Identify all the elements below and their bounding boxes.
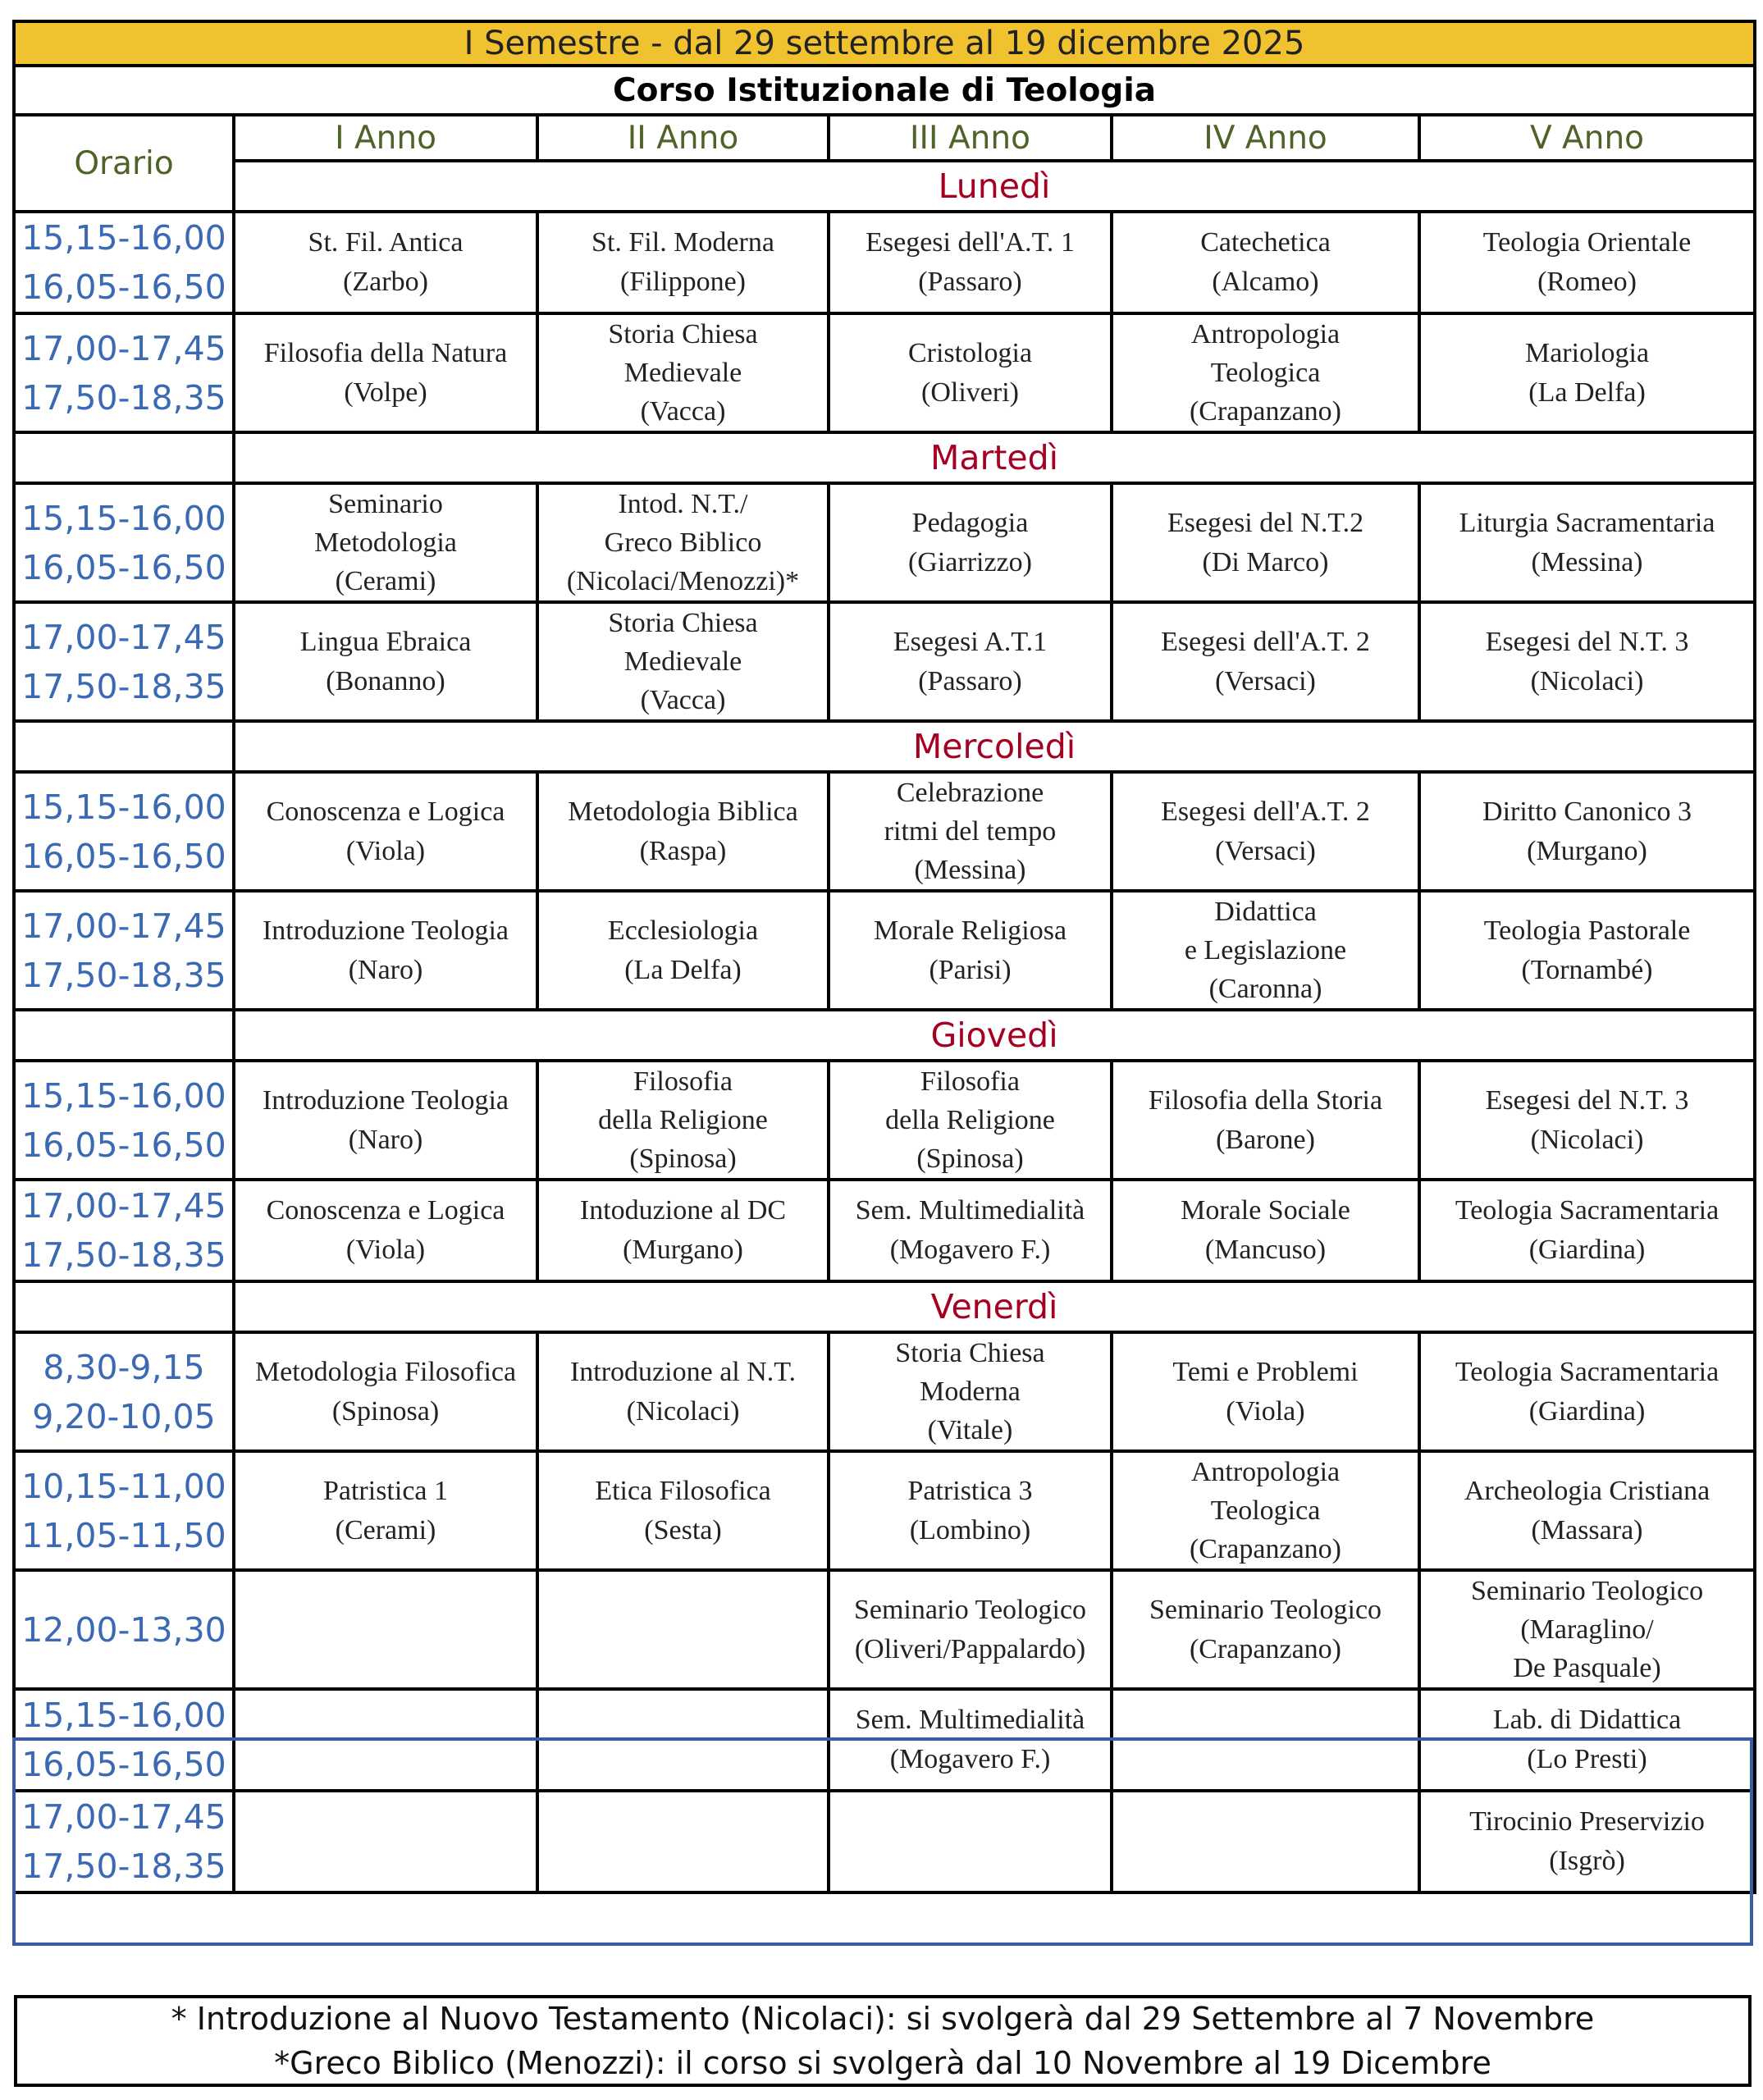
course-cell — [1419, 1791, 1755, 1892]
teacher-name: (Nicolaci) — [626, 1395, 740, 1427]
time-slot-row — [14, 1791, 1755, 1892]
time-label: 12,00-13,30 — [21, 1609, 226, 1650]
course-name-line: Didattica — [1214, 897, 1317, 927]
teacher-name: (Giardina) — [1528, 1395, 1646, 1427]
course-cell — [1112, 1061, 1419, 1180]
course-name-line: Pedagogia — [911, 507, 1029, 538]
time-label: 17,50-18,35 — [21, 377, 226, 418]
teacher-name: (Giardina) — [1528, 1235, 1646, 1265]
time-label: 16,05-16,50 — [21, 836, 226, 876]
time-label: 17,00-17,45 — [21, 1186, 226, 1226]
course-name-line: Filosofia della Natura — [263, 337, 508, 368]
time-label: 17,00-17,45 — [21, 328, 226, 368]
course-name-line: Conoscenza e Logica — [266, 1195, 505, 1226]
course-cell — [1419, 313, 1755, 432]
course-name-line: della Religione — [885, 1105, 1055, 1135]
footnote-line: * Introduzione al Nuovo Testamento (Nicolaci): si svolgerà dal 29 Settembre al 7 Novembre — [171, 2001, 1595, 2037]
course-name-line: Celebrazione — [896, 778, 1044, 808]
course-cell — [1419, 891, 1755, 1010]
course-name-line: Patristica 1 — [322, 1475, 449, 1506]
course-cell — [1112, 1791, 1419, 1892]
course-cell — [234, 772, 537, 891]
course-cell — [537, 212, 829, 313]
day-row-spacer — [14, 721, 234, 772]
course-cell — [1112, 772, 1419, 891]
teacher-name: (Volpe) — [344, 377, 427, 408]
course-cell — [537, 602, 829, 721]
course-cell — [1419, 483, 1755, 602]
course-name-line: Introduzione al N.T. — [569, 1356, 797, 1387]
time-label: 17,50-18,35 — [21, 955, 226, 995]
course-cell — [1112, 1570, 1419, 1689]
time-slot-row — [14, 1451, 1755, 1570]
course-name-line: Seminario Teologico — [1470, 1576, 1704, 1606]
course-cell — [1419, 772, 1755, 891]
teacher-name: (Filippone) — [620, 267, 746, 297]
teacher-name: (Sesta) — [644, 1514, 722, 1545]
course-name-line: ritmi del tempo — [884, 816, 1057, 847]
course-name-line: Diritto Canonico 3 — [1482, 796, 1692, 827]
teacher-name: (Versaci) — [1215, 665, 1316, 696]
time-range — [14, 602, 234, 721]
course-cell — [537, 1332, 829, 1451]
course-cell — [1112, 483, 1419, 602]
orario-header: Orario — [14, 115, 234, 212]
teacher-name: (Passaro) — [918, 665, 1022, 696]
day-name: Lunedì — [234, 161, 1755, 212]
course-cell — [1419, 1451, 1755, 1570]
course-name-line: Storia Chiesa — [895, 1338, 1045, 1368]
course-name-line: Seminario — [328, 489, 443, 519]
time-range — [14, 772, 234, 891]
course-cell — [234, 602, 537, 721]
course-name-line: Seminario Teologico — [1149, 1594, 1382, 1625]
course-name-line: Archeologia Cristiana — [1464, 1475, 1710, 1506]
course-name-line: St. Fil. Antica — [308, 227, 464, 258]
course-cell — [829, 1180, 1112, 1281]
teacher-name: (Nicolaci) — [1530, 1124, 1644, 1155]
course-name-line: Ecclesiologia — [607, 915, 759, 946]
course-name-line: Tirocinio Preservizio — [1469, 1806, 1705, 1837]
year-header: II Anno — [537, 115, 829, 161]
course-name-line: Metodologia Filosofica — [254, 1356, 517, 1387]
teacher-name: (La Delfa) — [624, 954, 742, 985]
course-cell — [829, 891, 1112, 1010]
course-name-line: Teologia Orientale — [1482, 227, 1692, 258]
teacher-name: (Viola) — [1226, 1395, 1305, 1427]
course-name-line: Intoduzione al DC — [579, 1195, 787, 1226]
course-name-line: Introduzione Teologia — [262, 915, 509, 946]
time-label: 17,00-17,45 — [21, 617, 226, 657]
time-label: 17,00-17,45 — [21, 906, 226, 946]
course-cell — [234, 1332, 537, 1451]
teacher-name: (Giarrizzo) — [907, 546, 1032, 578]
course-name-line: Esegesi del N.T. 3 — [1485, 1084, 1689, 1116]
teacher-name: (Versaci) — [1215, 835, 1316, 866]
course-cell — [537, 891, 829, 1010]
teacher-name: (Vitale) — [927, 1415, 1013, 1445]
course-cell — [537, 483, 829, 602]
course-name-line: Seminario Teologico — [853, 1594, 1087, 1625]
course-cell — [1419, 212, 1755, 313]
course-cell — [234, 212, 537, 313]
course-cell — [234, 1180, 537, 1281]
course-name-line: St. Fil. Moderna — [591, 227, 774, 258]
teacher-name: (Murgano) — [1527, 835, 1647, 866]
course-cell — [234, 1791, 537, 1892]
course-name-line: Catechetica — [1200, 227, 1331, 258]
course-name-line: Cristologia — [907, 337, 1033, 368]
course-cell — [234, 1061, 537, 1180]
course-cell — [234, 313, 537, 432]
time-label: 16,05-16,50 — [21, 267, 226, 307]
time-label: 15,15-16,00 — [21, 498, 226, 538]
course-name-line: Filosofia — [920, 1066, 1020, 1097]
time-slot-row — [14, 891, 1755, 1010]
course-cell — [1112, 891, 1419, 1010]
course-cell — [537, 1451, 829, 1570]
footnote-line: *Greco Biblico (Menozzi): il corso si svolgerà dal 10 Novembre al 19 Dicembre — [274, 2045, 1491, 2081]
time-slot-row — [14, 602, 1755, 721]
course-cell — [1112, 602, 1419, 721]
course-cell — [234, 1570, 537, 1689]
time-range — [14, 212, 234, 313]
time-range — [14, 1332, 234, 1451]
course-cell — [234, 1689, 537, 1791]
course-name-line: Antropologia — [1190, 319, 1341, 349]
course-name-line: Esegesi A.T.1 — [893, 626, 1048, 657]
teacher-name: (Crapanzano) — [1189, 396, 1341, 427]
time-range — [14, 1180, 234, 1281]
year-header: I Anno — [234, 115, 537, 161]
teacher-name: (Mogavero F.) — [889, 1235, 1051, 1265]
course-name-line: Morale Religiosa — [873, 915, 1067, 946]
time-label: 17,50-18,35 — [21, 666, 226, 706]
teacher-name: (Alcamo) — [1212, 267, 1319, 297]
course-name-line: Sem. Multimedialità — [855, 1195, 1085, 1226]
day-row-spacer — [14, 1281, 234, 1332]
time-label: 16,05-16,50 — [21, 1745, 226, 1784]
course-name-line: Lingua Ebraica — [299, 626, 472, 657]
teacher-name: (Vacca) — [640, 685, 726, 715]
year-header: III Anno — [829, 115, 1112, 161]
time-label: 8,30-9,15 — [43, 1347, 205, 1387]
year-header: V Anno — [1419, 115, 1755, 161]
course-name-line: Conoscenza e Logica — [266, 796, 505, 827]
course-name-line: Temi e Problemi — [1172, 1356, 1359, 1387]
course-name-line: Sem. Multimedialità — [855, 1705, 1085, 1735]
course-cell — [1419, 1061, 1755, 1180]
course-cell — [1112, 1451, 1419, 1570]
teacher-name: (Barone) — [1216, 1124, 1315, 1155]
footnote-box — [14, 1995, 1752, 2087]
time-slot-row — [14, 1689, 1755, 1791]
course-cell — [829, 1570, 1112, 1689]
course-name-line: Storia Chiesa — [608, 319, 758, 349]
time-label: 16,05-16,50 — [21, 1125, 226, 1165]
teacher-name: (Messina) — [1531, 546, 1643, 578]
course-name-line: Teologia Sacramentaria — [1455, 1356, 1720, 1387]
course-name-line: Moderna — [920, 1376, 1021, 1407]
course-name-line: Introduzione Teologia — [262, 1084, 509, 1116]
teacher-name: (Murgano) — [623, 1235, 743, 1265]
time-slot-row — [14, 772, 1755, 891]
time-slot-row — [14, 1180, 1755, 1281]
course-cell — [1419, 1332, 1755, 1451]
teacher-name: (Oliveri/Pappalardo) — [854, 1633, 1086, 1664]
teacher-name: (Oliveri) — [921, 377, 1019, 408]
time-range — [14, 483, 234, 602]
course-name-line: Lab. di Didattica — [1492, 1705, 1682, 1735]
time-label: 10,15-11,00 — [21, 1466, 226, 1506]
day-row — [14, 161, 1755, 212]
course-cell — [829, 1451, 1112, 1570]
time-label: 17,50-18,35 — [21, 1235, 226, 1275]
teacher-name: (Zarbo) — [343, 267, 428, 297]
day-name: Mercoledì — [234, 721, 1755, 772]
day-row — [14, 432, 1755, 483]
course-cell — [829, 1332, 1112, 1451]
day-name: Venerdì — [234, 1281, 1755, 1332]
teacher-name: (Lombino) — [909, 1514, 1031, 1545]
course-cell — [537, 1791, 829, 1892]
course-cell — [1112, 1689, 1419, 1791]
course-title: Corso Istituzionale di Teologia — [14, 66, 1755, 115]
course-cell — [1112, 313, 1419, 432]
course-name-line: Patristica 3 — [907, 1475, 1033, 1506]
course-cell — [537, 1061, 829, 1180]
teacher-name: (Messina) — [914, 855, 1026, 885]
teacher-name: (Viola) — [345, 1235, 426, 1265]
course-cell — [537, 772, 829, 891]
time-label: 15,15-16,00 — [21, 787, 226, 827]
time-range — [14, 1451, 234, 1570]
course-name-line: Liturgia Sacramentaria — [1459, 507, 1715, 538]
course-cell — [829, 772, 1112, 891]
course-name-line: Filosofia — [633, 1066, 733, 1097]
teacher-name: (Naro) — [348, 954, 423, 985]
time-slot-row — [14, 313, 1755, 432]
day-row — [14, 1010, 1755, 1061]
course-name-line: Metodologia Biblica — [568, 796, 798, 827]
time-label: 11,05-11,50 — [21, 1515, 226, 1555]
teacher-name: (Cerami) — [335, 566, 436, 596]
day-row — [14, 1281, 1755, 1332]
course-name-line: Filosofia della Storia — [1148, 1084, 1383, 1116]
course-name-line: Teologia Pastorale — [1483, 915, 1691, 946]
teacher-name: (Naro) — [348, 1124, 423, 1155]
course-cell — [537, 1570, 829, 1689]
course-name-line: Medievale — [623, 646, 742, 677]
teacher-name: (Cerami) — [335, 1514, 436, 1545]
course-name-line: Esegesi dell'A.T. 2 — [1161, 796, 1370, 827]
day-name: Giovedì — [234, 1010, 1755, 1061]
course-name-line: Teologica — [1210, 1495, 1321, 1526]
time-label: 15,15-16,00 — [21, 1696, 226, 1735]
course-cell — [537, 1180, 829, 1281]
course-cell — [537, 313, 829, 432]
course-cell — [234, 483, 537, 602]
course-cell — [829, 1061, 1112, 1180]
time-label: 15,15-16,00 — [21, 218, 226, 258]
day-row — [14, 721, 1755, 772]
course-name-line: Mariologia — [1524, 337, 1650, 368]
time-label: 16,05-16,50 — [21, 547, 226, 587]
course-cell — [1112, 212, 1419, 313]
course-cell — [1419, 1180, 1755, 1281]
course-name-line: Esegesi dell'A.T. 2 — [1161, 626, 1370, 657]
course-cell — [829, 602, 1112, 721]
time-slot-row — [14, 1332, 1755, 1451]
course-name-line: Esegesi dell'A.T. 1 — [866, 227, 1075, 258]
course-name-line: Esegesi del N.T. 3 — [1485, 626, 1689, 657]
teacher-name: (Passaro) — [918, 267, 1022, 297]
course-name-line: Esegesi del N.T.2 — [1167, 507, 1364, 538]
course-cell — [234, 891, 537, 1010]
course-cell — [1419, 1570, 1755, 1689]
course-name-line: (Maraglino/ — [1520, 1614, 1654, 1645]
schedule-table — [12, 20, 1756, 1894]
time-slot-row — [14, 1570, 1755, 1689]
teacher-name: (Mancuso) — [1204, 1235, 1327, 1265]
course-cell — [829, 483, 1112, 602]
time-range — [14, 1570, 234, 1689]
teacher-name: (Nicolaci/Menozzi)* — [566, 566, 800, 596]
semester-title: I Semestre - dal 29 settembre al 19 dicembre 2025 — [14, 21, 1755, 66]
course-name-line: Morale Sociale — [1181, 1195, 1350, 1226]
course-name-line: e Legislazione — [1184, 935, 1347, 966]
teacher-name: (Raspa) — [639, 835, 727, 866]
time-slot-row — [14, 212, 1755, 313]
teacher-name: (Lo Presti) — [1527, 1744, 1647, 1774]
course-name-line: Medievale — [623, 358, 742, 388]
course-name-line: Teologica — [1210, 358, 1321, 388]
day-row-spacer — [14, 432, 234, 483]
course-name-line: Greco Biblico — [604, 527, 762, 558]
time-label: 15,15-16,00 — [21, 1075, 226, 1116]
time-range — [14, 891, 234, 1010]
time-range — [14, 1689, 234, 1791]
teacher-name: (Spinosa) — [331, 1395, 440, 1427]
teacher-name: (Crapanzano) — [1189, 1633, 1341, 1664]
time-slot-row — [14, 1061, 1755, 1180]
teacher-name: (Caronna) — [1208, 974, 1322, 1004]
course-name-line: Etica Filosofica — [595, 1475, 771, 1506]
course-cell — [234, 1451, 537, 1570]
day-row-spacer — [14, 1010, 234, 1061]
teacher-name: (Nicolaci) — [1530, 665, 1644, 696]
time-slot-row — [14, 483, 1755, 602]
teacher-name: (Viola) — [345, 835, 426, 866]
time-range — [14, 313, 234, 432]
course-cell — [829, 212, 1112, 313]
course-cell — [829, 1689, 1112, 1791]
teacher-name: (Di Marco) — [1202, 546, 1329, 578]
teacher-name: (Romeo) — [1537, 267, 1637, 297]
time-range — [14, 1061, 234, 1180]
course-name-line: Storia Chiesa — [608, 608, 758, 638]
teacher-name: (Tornambé) — [1521, 954, 1653, 985]
course-name-line: della Religione — [598, 1105, 768, 1135]
teacher-name: (Vacca) — [640, 396, 726, 427]
teacher-name: (Bonanno) — [326, 665, 445, 696]
course-cell — [829, 1791, 1112, 1892]
year-header: IV Anno — [1112, 115, 1419, 161]
teacher-name: (Spinosa) — [916, 1144, 1024, 1174]
course-cell — [1112, 1180, 1419, 1281]
course-name-line: Metodologia — [314, 527, 457, 558]
course-cell — [1419, 602, 1755, 721]
course-name-line: Intod. N.T./ — [618, 489, 748, 519]
time-range — [14, 1791, 234, 1892]
course-cell — [537, 1689, 829, 1791]
teacher-name: (Crapanzano) — [1189, 1534, 1341, 1564]
time-label: 17,50-18,35 — [21, 1847, 226, 1886]
course-name-line: Antropologia — [1190, 1457, 1341, 1487]
teacher-name: (Parisi) — [929, 954, 1012, 985]
course-cell — [829, 313, 1112, 432]
time-label: 9,20-10,05 — [32, 1396, 216, 1436]
course-name-line: Teologia Sacramentaria — [1455, 1195, 1720, 1226]
course-name-line: De Pasquale) — [1513, 1653, 1661, 1683]
teacher-name: (Isgrò) — [1549, 1846, 1625, 1876]
teacher-name: (Spinosa) — [629, 1144, 737, 1174]
course-cell — [1419, 1689, 1755, 1791]
teacher-name: (Mogavero F.) — [889, 1744, 1051, 1774]
time-label: 17,00-17,45 — [21, 1797, 226, 1837]
course-cell — [1112, 1332, 1419, 1451]
day-name: Martedì — [234, 432, 1755, 483]
teacher-name: (Massara) — [1531, 1514, 1643, 1545]
teacher-name: (La Delfa) — [1528, 377, 1646, 408]
